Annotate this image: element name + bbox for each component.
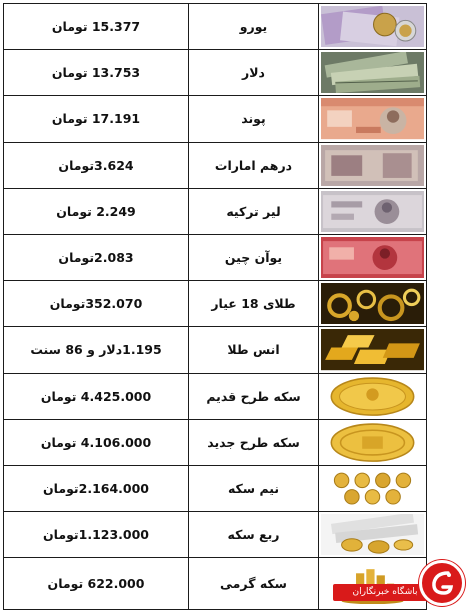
item-name: نیم سکه: [227, 480, 280, 496]
logo-text: باشگاه خبرنگاران: [352, 587, 418, 597]
euro-banknotes-coins-image: [321, 6, 424, 47]
exchange-rate-table: [3, 3, 427, 610]
news-agency-logo: [333, 556, 467, 608]
price-value: 2.249 تومان: [56, 203, 136, 219]
price-cell: [4, 512, 189, 558]
price-cell: [4, 558, 189, 610]
image-cell: [319, 512, 427, 558]
name-cell: [189, 96, 319, 142]
price-value: 4.106.000 تومان: [40, 434, 152, 450]
image-cell: [319, 96, 427, 142]
old-design-gold-coin-image: [321, 376, 424, 417]
table-row: [4, 4, 427, 50]
yuan-banknote-image: [321, 237, 424, 278]
name-cell: [189, 327, 319, 373]
item-name: یوآن چین: [224, 250, 283, 266]
name-cell: [189, 512, 319, 558]
price-value: 1.195دلار و 86 سنت: [30, 342, 162, 358]
price-cell: [4, 142, 189, 188]
table-row: [4, 142, 427, 188]
dirham-banknote-image: [321, 145, 424, 186]
image-cell: [319, 281, 427, 327]
item-name: سکه طرح جدید: [207, 434, 300, 450]
item-name: انس طلا: [227, 342, 280, 358]
name-cell: [189, 419, 319, 465]
name-cell: [189, 281, 319, 327]
price-value: 3.624تومان: [58, 157, 134, 173]
item-name: سکه گرمی: [220, 576, 287, 592]
new-design-gold-coin-image: [321, 422, 424, 463]
image-cell: [319, 188, 427, 234]
table-row: [4, 234, 427, 280]
price-value: 13.753 تومان: [51, 65, 141, 81]
half-coins-image: [321, 468, 424, 509]
price-cell: [4, 96, 189, 142]
price-cell: [4, 188, 189, 234]
price-cell: [4, 419, 189, 465]
item-name: سکه طرح قدیم: [206, 388, 301, 404]
image-cell: [319, 373, 427, 419]
price-value: 2.164.000تومان: [42, 480, 150, 496]
image-cell: [319, 419, 427, 465]
dollar-bills-stack-image: [321, 52, 424, 93]
item-name: لیر ترکیه: [226, 203, 281, 219]
price-value: 15.377 تومان: [51, 19, 141, 35]
pound-banknote-image: [321, 98, 424, 139]
table-row: [4, 188, 427, 234]
name-cell: [189, 373, 319, 419]
price-value: 352.070تومان: [49, 296, 143, 312]
price-cell: [4, 465, 189, 511]
price-cell: [4, 373, 189, 419]
logo-emblem-icon: [419, 560, 465, 606]
name-cell: [189, 142, 319, 188]
table-row: [4, 465, 427, 511]
image-cell: [319, 142, 427, 188]
price-value: 1.123.000تومان: [42, 527, 150, 543]
table-row: [4, 96, 427, 142]
quarter-coins-image: [321, 514, 424, 555]
image-cell: [319, 4, 427, 50]
table-row: [4, 373, 427, 419]
turkish-lira-banknote-image: [321, 191, 424, 232]
name-cell: [189, 188, 319, 234]
image-cell: [319, 327, 427, 373]
item-name: یورو: [239, 19, 268, 35]
name-cell: [189, 234, 319, 280]
name-cell: [189, 4, 319, 50]
item-name: ربع سکه: [227, 527, 280, 543]
price-cell: [4, 4, 189, 50]
name-cell: [189, 465, 319, 511]
image-cell: [319, 465, 427, 511]
table-row: [4, 50, 427, 96]
table-row: [4, 512, 427, 558]
name-cell: [189, 558, 319, 610]
item-name: درهم امارات: [214, 157, 293, 173]
price-value: 4.425.000 تومان: [40, 388, 152, 404]
price-cell: [4, 327, 189, 373]
price-value: 17.191 تومان: [51, 111, 141, 127]
image-cell: [319, 234, 427, 280]
item-name: پوند: [241, 111, 266, 127]
item-name: طلای 18 عیار: [211, 296, 296, 312]
price-cell: [4, 50, 189, 96]
price-cell: [4, 234, 189, 280]
table-row: [4, 419, 427, 465]
image-cell: [319, 50, 427, 96]
table-row: [4, 327, 427, 373]
item-name: دلار: [242, 65, 265, 81]
gold-jewelry-image: [321, 283, 424, 324]
price-value: 622.000 تومان: [47, 576, 145, 592]
price-value: 2.083تومان: [58, 250, 134, 266]
gold-bars-image: [321, 329, 424, 370]
table-row: [4, 281, 427, 327]
price-cell: [4, 281, 189, 327]
name-cell: [189, 50, 319, 96]
